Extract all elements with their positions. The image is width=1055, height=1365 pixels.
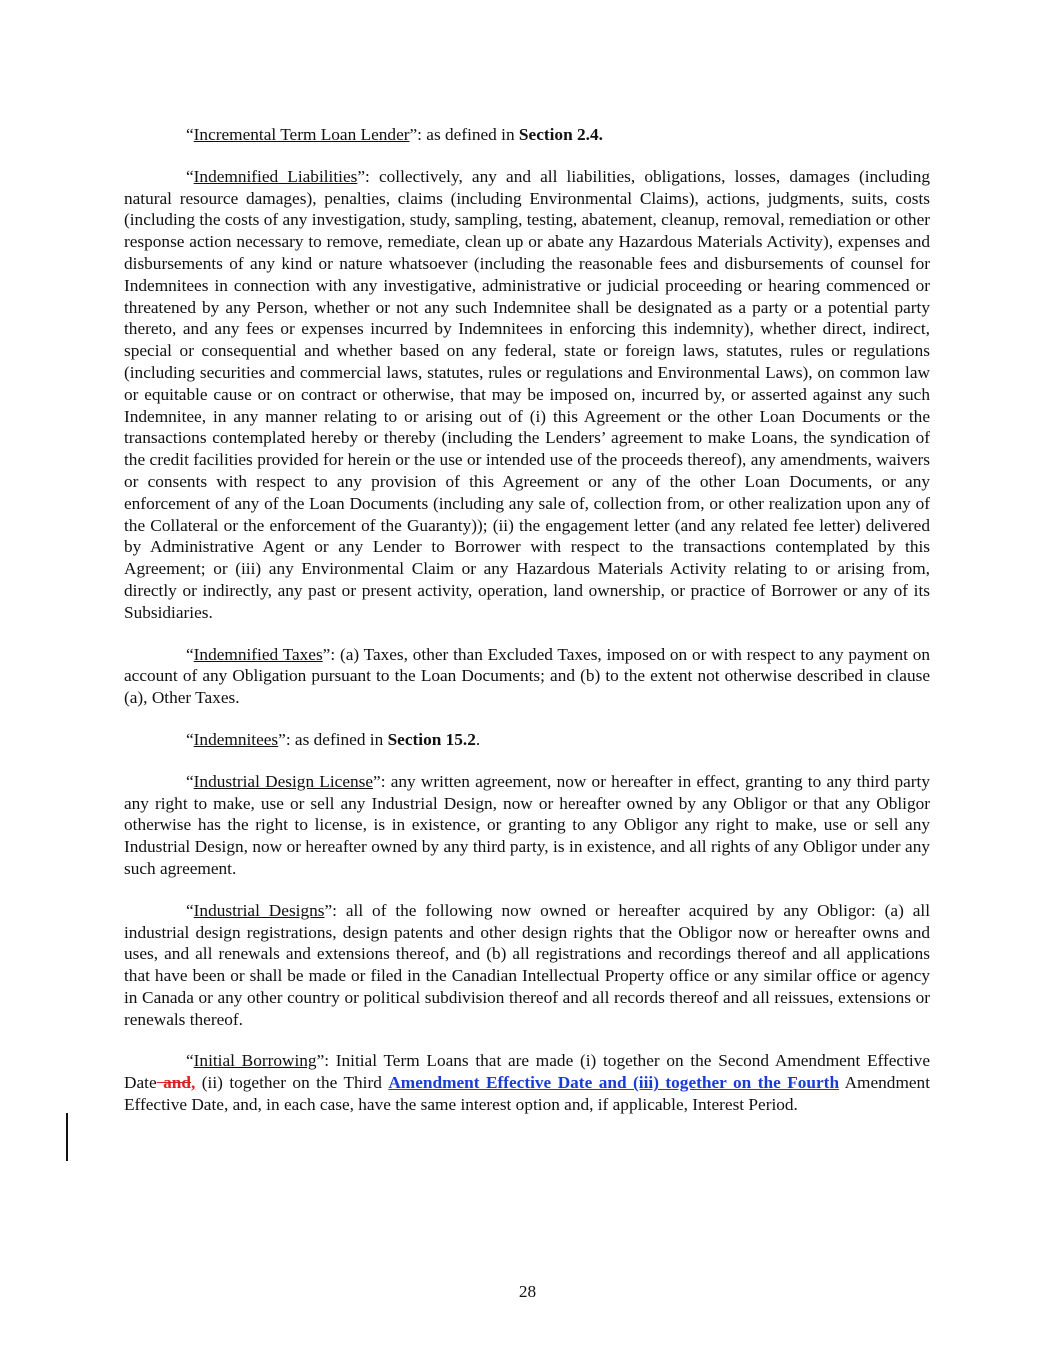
definition-text: : (a) Taxes, other than Excluded Taxes, imposed on or with respect to any payment on account of any Obligation pursuant to the Loan Documents; and (b) to the extent not otherwise described in clause (a), Other Taxes.: [124, 644, 930, 708]
page-number: 28: [518, 1282, 537, 1301]
section-reference: Section 15.2: [387, 729, 476, 749]
definition-text: : as defined in: [285, 729, 388, 749]
defined-term: Indemnified Liabilities: [193, 166, 358, 186]
definition-indemnified-liabilities: “Indemnified Liabilities”: collectively, any and all liabilities, obligations, losses, damages (including natural resource damages), penalties, claims (including Environmental Claims), actions, judgments, suits, costs (including the costs of any investigation, study, sampling, testing, abatement, cleanup, removal, remediation or other response action necessary to remove, remediate, clean up or abate any Hazardous Materials Activity), expenses and disbursements of any kind or nature whatsoever (including the reasonable fees and disbursements of counsel for Indemnitees in connection with any investigative, administrative or judicial proceeding or hearing commenced or threatened by any Person, whether or not any such Indemnitee shall be designated as a party or a potential party thereto, and any fees or expenses incurred by Indemnitees in enforcing this indemnity), whether direct, indirect, special or consequential and whether based on any federal, state or foreign laws, statutes, rules or regulations (including securities and commercial laws, statutes, rules or regulations and Environmental Laws), on common law or equitable cause or on contract or otherwise, that may be imposed on, incurred by, or asserted against any such Indemnitee, in any manner relating to or arising out of (i) this Agreement or the other Loan Documents or the transactions contemplated hereby or thereby (including the Lenders’ agreement to make Loans, the syndication of the credit facilities provided for herein or the use or intended use of the proceeds thereof), any amendments, waivers or consents with respect to any provision of this Agreement or any of the other Loan Documents, or any enforcement of any of the Loan Documents (including any sale of, collection from, or other realization upon any of the Collateral or the enforcement of the Guaranty)); (ii) the engagement letter (and any related fee letter) delivered by Administrative Agent or any Lender to Borrower with respect to the transactions contemplated by this Agreement; or (iii) any Environmental Claim or any Hazardous Materials Activity relating to or arising from, directly or indirectly, any past or present activity, operation, land ownership, or practice of Borrower or any of its Subsidiaries.: [124, 166, 930, 622]
defined-term: Initial Borrowing: [193, 1051, 317, 1071]
definition-industrial-design-license: “Industrial Design License”: any written agreement, now or hereafter in effect, granting to any third party any right to make, use or sell any Industrial Design, now or hereafter owned by any Obligor or that any Obligor otherwise has the right to license, is in existence, or granting to any Obligor any right to make, use or sell any Industrial Design, now or hereafter owned by any third party, is in existence, and all rights of any Obligor under any such agreement.: [124, 771, 930, 878]
definition-text: (ii) together on the Third: [195, 1073, 389, 1093]
definition-indemnified-taxes: “Indemnified Taxes”: (a) Taxes, other than Excluded Taxes, imposed on or with respect to any payment on account of any Obligation pursuant to the Loan Documents; and (b) to the extent not otherwise described in clause (a), Other Taxes.: [124, 644, 930, 708]
inserted-comma: ,: [190, 1073, 196, 1093]
definition-text: : collectively, any and all liabilities, obligations, losses, damages (including natural resource damages), penalties, claims (including Environmental Claims), actions, judgments, suits, costs (including the costs of any investigation, study, sampling, testing, abatement, cleanup, removal, remediation or other response action necessary to remove, remediate, clean up or abate any Hazardous Materials Activity), expenses and disbursements of any kind or nature whatsoever (including the reasonable fees and disbursements of counsel for Indemnitees in connection with any investigative, administrative or judicial proceeding or hearing commenced or threatened by any Person, whether or not any such Indemnitee shall be designated as a party or a potential party thereto, and any fees or expenses incurred by Indemnitees in enforcing this indemnity), whether direct, indirect, special or consequential and whether based on any federal, state or foreign laws, statutes, rules or regulations (including securities and commercial laws, statutes, rules or regulations and Environmental Laws), on common law or equitable cause or on contract or otherwise, that may be imposed on, incurred by, or asserted against any such Indemnitee, in any manner relating to or arising out of (i) this Agreement or the other Loan Documents or the transactions contemplated hereby or thereby (including the Lenders’ agreement to make Loans, the syndication of the credit facilities provided for herein or the use or intended use of the proceeds thereof), any amendments, waivers or consents with respect to any provision of this Agreement or any of the other Loan Documents, or any enforcement of any of the Loan Documents (including any sale of, collection from, or other realization upon any of the Collateral or the enforcement of the Guaranty)); (ii) the engagement letter (and any related fee letter) delivered by Administrative Agent or any Lender to Borrower with respect to the transactions contemplated by this Agreement; or (iii) any Environmental Claim or any Hazardous Materials Activity relating to or arising from, directly or indirectly, any past or present activity, operation, land ownership, or practice of Borrower or any of its Subsidiaries.: [124, 166, 930, 622]
definition-text: : Initial Term Loans that are made (i) together on the Second Amendment Effective Date: [124, 1051, 930, 1093]
defined-term: Indemnitees: [193, 729, 279, 749]
definition-industrial-designs: “Industrial Designs”: all of the following now owned or hereafter acquired by any Obligor: (a) all industrial design registrations, design patents and other design rights that the Obligor now or hereafter owns and uses, and all renewals and extensions thereof, and (b) all registrations and recordings thereof and all applications that have been or shall be made or filed in the Canadian Intellectual Property office or any similar office or agency in Canada or any other country or political subdivision thereof and all records thereof and all reissues, extensions or renewals thereof.: [124, 900, 930, 1029]
defined-term: Indemnified Taxes: [193, 644, 323, 664]
inserted-text: Amendment Effective Date and (iii) together on the Fourth: [388, 1073, 840, 1093]
definition-incremental-term-loan-lender: “Incremental Term Loan Lender”: as defined in Section 2.4.: [186, 125, 603, 144]
deleted-text: and: [156, 1073, 191, 1093]
definition-text: : any written agreement, now or hereafter in effect, granting to any third party any right to make, use or sell any Industrial Design, now or hereafter owned by any Obligor or that any Obligor otherwise has the right to license, is in existence, or granting to any Obligor any right to make, use or sell any Industrial Design, now or hereafter owned by any third party, is in existence, and all rights of any Obligor under any such agreement.: [124, 771, 930, 878]
definition-text: : as defined in: [417, 125, 519, 144]
definition-indemnitees: “Indemnitees”: as defined in Section 15.2.: [186, 729, 481, 749]
document-body: [124, 124, 930, 1136]
defined-term: Incremental Term Loan Lender: [193, 125, 410, 144]
definition-initial-borrowing: “Initial Borrowing”: Initial Term Loans that are made (i) together on the Second Amendment Effective Date and, (ii) together on the Third Amendment Effective Date and (iii) together on the Fourth Amendment Effective Date, and, in each case, have the same interest option and, if applicable, Interest Period.: [124, 1051, 931, 1115]
section-reference: Section 2.4.: [518, 125, 603, 144]
defined-term: Industrial Design License: [193, 771, 374, 791]
defined-term: Industrial Designs: [193, 900, 325, 920]
revision-change-bar: [66, 1113, 68, 1161]
definition-text: Amendment Effective Date, and, in each case, have the same interest option and, if applicable, Interest Period.: [124, 1073, 931, 1115]
definition-text: : all of the following now owned or hereafter acquired by any Obligor: (a) all industrial design registrations, design patents and other design rights that the Obligor now or hereafter owns and uses, and all renewals and extensions thereof, and (b) all registrations and recordings thereof and all applications that have been or shall be made or filed in the Canadian Intellectual Property office or any similar office or agency in Canada or any other country or political subdivision thereof and all records thereof and all reissues, extensions or renewals thereof.: [124, 900, 930, 1029]
